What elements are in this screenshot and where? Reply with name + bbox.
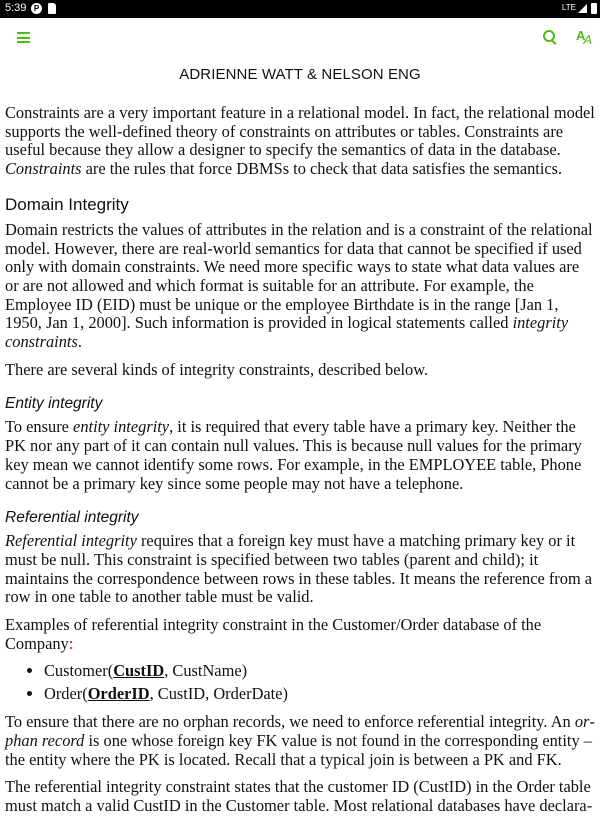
paragraph <box>5 713 595 769</box>
heading-referential-integrity: Referential integrity <box>5 508 139 526</box>
heading-domain-integrity: Domain Integrity <box>5 194 129 214</box>
italic-text: entity integrity <box>73 417 170 437</box>
text: . <box>77 332 82 352</box>
text: Order( <box>44 684 88 704</box>
list-item <box>44 662 595 681</box>
font-glyph-b: A <box>583 32 593 47</box>
text: , CustID, OrderDate) <box>149 684 288 704</box>
paragraph <box>5 221 595 352</box>
text: , it is required that every table have a primary key. Neither the PK nor any part of it can contain null values. This is because null values for the primary key mean we cannot identify some rows. For example, in the EMPLOYEE table, Phone cannot be a primary key since some people may not have a telephone. <box>5 417 582 493</box>
paragraph: There are several kinds of integrity constraints, described below. <box>5 359 429 379</box>
primary-key: OrderID <box>87 684 150 704</box>
list-item <box>44 685 595 704</box>
book-authors: ADRIENNE WATT & NELSON ENG <box>179 66 421 83</box>
example-list <box>5 662 595 704</box>
network-type: LTE <box>561 3 576 12</box>
text: are the rules that force DBMSs to check that data satisfies the semantics. <box>81 159 563 179</box>
battery-icon <box>591 3 597 14</box>
primary-key: CustID <box>113 661 165 681</box>
text: Customer( <box>44 661 114 681</box>
search-icon[interactable] <box>543 30 555 42</box>
font-glyph-a: A <box>576 28 586 43</box>
italic-text: Referential integrity <box>5 531 137 551</box>
text: is one whose foreign key FK value is not found in the corresponding entity – the entity where the PK is located. Recall that a typical join is between a PK and FK. <box>5 730 592 769</box>
paragraph <box>5 418 595 493</box>
italic-text: integrity constraints <box>5 313 569 352</box>
status-time: 5:39 <box>5 2 27 14</box>
red-colon: : <box>68 633 74 653</box>
sd-card-icon <box>48 3 56 14</box>
text: Domain restricts the values of attributes in the relation and is a constraint of the relational model. However, there are real-world semantics for data that cannot be specified if used only with domain constraints. We need more specific ways to state what data values are or are not allowed and which format is suitable for an attribute. For example, the Employee ID (EID) must be unique or the employee Birthdate is in the range [Jan 1, 1950, Jan 1, 2000]. Such information is provided in logical statements called <box>5 219 593 333</box>
hamburger-menu-icon[interactable] <box>17 32 30 46</box>
text: Constraints are a very important feature in a relational model. In fact, the relational model supports the well-defined theory of constraints on attributes or tables. Constraints are useful because they allow a designer to specify the semantics of data in the database. <box>5 103 595 160</box>
signal-icon <box>578 4 587 13</box>
italic-text: Constraints <box>5 159 82 179</box>
paragraph <box>5 616 595 653</box>
text: requires that a foreign key must have a matching primary key or it must be null. This constraint is specified between two tables (parent and child); it maintains the correspondence between rows in these tables. It means the reference from a row in one table to another table must be valid. <box>5 531 593 607</box>
status-bar <box>0 0 600 18</box>
notification-icon: P <box>31 3 42 14</box>
italic-text: orphan record <box>5 712 595 750</box>
text: To ensure <box>5 417 74 437</box>
chapter-content <box>5 104 595 825</box>
heading-entity-integrity: Entity integrity <box>5 394 103 412</box>
paragraph <box>5 532 595 607</box>
text: Examples of referential integrity constraint in the Customer/Order database of the Company <box>5 615 542 653</box>
text: To ensure that there are no orphan records, we need to enforce referential integrity. An <box>5 712 575 732</box>
app-bar <box>0 18 600 58</box>
paragraph: The referential integrity constraint states that the customer ID (CustID) in the Order table must match a valid CustID in the Customer table. Most relational databases have declara- <box>5 777 593 815</box>
font-size-icon[interactable] <box>576 28 594 47</box>
text: , CustName) <box>164 661 248 681</box>
paragraph <box>5 104 595 179</box>
